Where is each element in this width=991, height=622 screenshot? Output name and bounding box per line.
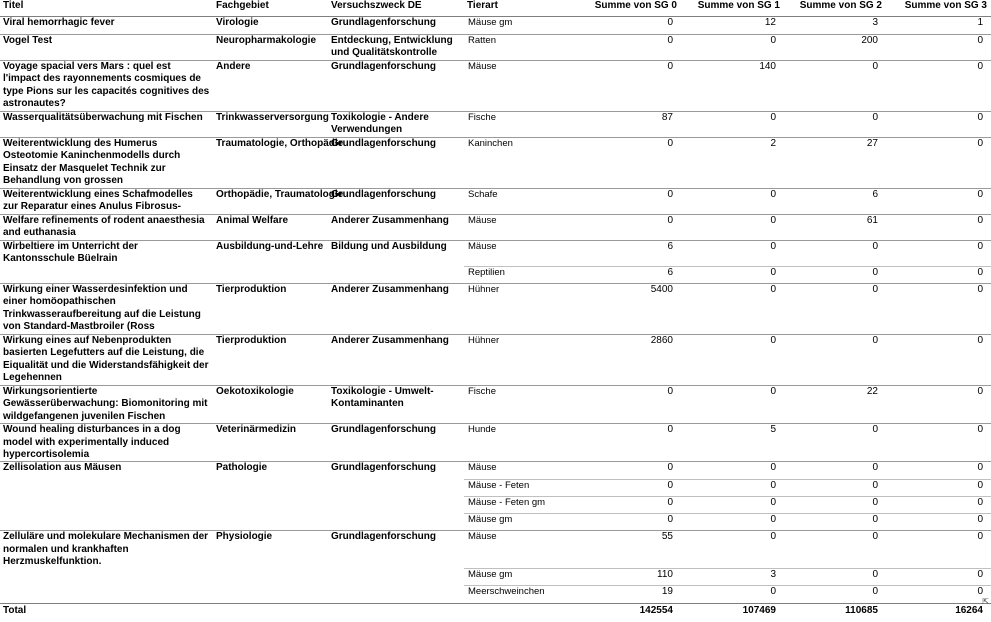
table-row xyxy=(0,462,991,480)
cell-titel[interactable] xyxy=(0,266,213,284)
header-sg2[interactable]: Summe von SG 2 xyxy=(784,0,886,17)
cell-titel[interactable] xyxy=(0,479,213,496)
cell-sg0[interactable]: 0 xyxy=(577,462,681,480)
cell-tierart xyxy=(464,603,577,622)
cell-fachgebiet[interactable] xyxy=(213,496,328,513)
cell-fachgebiet[interactable]: Ausbildung-und-Lehre xyxy=(213,241,328,267)
cell-sg1[interactable]: 0 xyxy=(681,335,784,386)
cell-sg2[interactable]: 0 xyxy=(784,335,886,386)
cell-sg3[interactable]: 0 xyxy=(886,386,991,424)
cell-sg1[interactable]: 5 xyxy=(681,424,784,462)
cell-tierart[interactable]: Ratten xyxy=(464,35,577,61)
cell-fachgebiet[interactable] xyxy=(213,266,328,284)
cell-sg2[interactable]: 22 xyxy=(784,386,886,424)
cell-sg3[interactable]: 0 xyxy=(886,531,991,569)
cell-tierart[interactable]: Mäuse xyxy=(464,462,577,480)
cell-sg3[interactable]: 0 xyxy=(886,241,991,267)
total-label: Total xyxy=(0,603,213,622)
cell-tierart[interactable]: Fische xyxy=(464,386,577,424)
cell-sg1[interactable]: 0 xyxy=(681,112,784,138)
cell-sg0[interactable]: 0 xyxy=(577,496,681,513)
cell-titel[interactable]: Weiterentwicklung eines Schafmodelles zur Reparatur eines Anulus Fibrosus- xyxy=(0,189,213,215)
cell-fachgebiet[interactable] xyxy=(213,569,328,586)
total-sg0: 142554 xyxy=(577,603,681,622)
table-row xyxy=(0,424,991,462)
cell-sg0[interactable]: 0 xyxy=(577,17,681,35)
cell-sg0[interactable]: 0 xyxy=(577,424,681,462)
table-row xyxy=(0,284,991,335)
cell-titel[interactable]: Wound healing disturbances in a dog model with experimentally induced hypercortisolemia xyxy=(0,424,213,462)
cell-sg3[interactable]: 0 xyxy=(886,61,991,112)
cell-sg2[interactable]: 0 xyxy=(784,241,886,267)
cell-sg3[interactable]: 0 xyxy=(886,479,991,496)
cell-sg0[interactable]: 6 xyxy=(577,266,681,284)
cell-versuchszweck[interactable]: Anderer Zusammenhang xyxy=(328,284,464,335)
cell-versuchszweck[interactable]: Grundlagenforschung xyxy=(328,138,464,189)
cell-titel[interactable] xyxy=(0,496,213,513)
cell-versuchszweck xyxy=(328,603,464,622)
cell-titel[interactable]: Wasserqualitätsüberwachung mit Fischen xyxy=(0,112,213,138)
cell-sg3[interactable]: 0 xyxy=(886,496,991,513)
table-row xyxy=(0,215,991,241)
header-versuchszweck[interactable]: Versuchszweck DE xyxy=(328,0,464,17)
cell-fachgebiet[interactable] xyxy=(213,479,328,496)
cell-fachgebiet[interactable]: Tierproduktion xyxy=(213,284,328,335)
total-sg3: 16264 xyxy=(886,603,991,622)
cell-sg3[interactable]: 0 xyxy=(886,462,991,480)
cell-versuchszweck[interactable]: Grundlagenforschung xyxy=(328,462,464,480)
cell-versuchszweck[interactable] xyxy=(328,513,464,531)
cell-titel[interactable]: Weiterentwicklung des Humerus Osteotomie Kaninchenmodells durch Einsatz der Masquelet Technik zur Behandlung von grossen xyxy=(0,138,213,189)
cell-sg2[interactable]: 3 xyxy=(784,17,886,35)
cell-tierart[interactable]: Hühner xyxy=(464,284,577,335)
cell-tierart[interactable]: Kaninchen xyxy=(464,138,577,189)
cell-sg1[interactable]: 3 xyxy=(681,569,784,586)
cell-sg0[interactable]: 2860 xyxy=(577,335,681,386)
cell-fachgebiet[interactable]: Virologie xyxy=(213,17,328,35)
cell-tierart[interactable]: Mäuse xyxy=(464,215,577,241)
cell-sg2[interactable]: 0 xyxy=(784,586,886,604)
cell-fachgebiet[interactable]: Traumatologie, Orthopädie xyxy=(213,138,328,189)
cell-fachgebiet[interactable]: Orthopädie, Traumatologie xyxy=(213,189,328,215)
cell-sg1[interactable]: 0 xyxy=(681,586,784,604)
cell-fachgebiet[interactable]: Physiologie xyxy=(213,531,328,569)
total-sg2: 110685 xyxy=(784,603,886,622)
cell-sg3[interactable]: 0 xyxy=(886,284,991,335)
cell-sg0[interactable]: 5400 xyxy=(577,284,681,335)
cell-versuchszweck[interactable] xyxy=(328,569,464,586)
cell-titel[interactable]: Vogel Test xyxy=(0,35,213,61)
header-titel[interactable]: Titel xyxy=(0,0,213,17)
cell-sg1[interactable]: 2 xyxy=(681,138,784,189)
cell-titel[interactable]: Zelluläre und molekulare Mechanismen der normalen und krankhaften Herzmuskelfunktion. xyxy=(0,531,213,569)
cell-fachgebiet[interactable]: Animal Welfare xyxy=(213,215,328,241)
cell-sg3[interactable]: 0 xyxy=(886,112,991,138)
table-row xyxy=(0,266,991,284)
cell-fachgebiet[interactable]: Veterinärmedizin xyxy=(213,424,328,462)
cell-tierart[interactable]: Hunde xyxy=(464,424,577,462)
cell-sg1[interactable]: 0 xyxy=(681,241,784,267)
cell-titel[interactable]: Wirkung eines auf Nebenprodukten basierten Legefutters auf die Leistung, die Eiqualität und die Widerstandsfähigkeit der Legehennen xyxy=(0,335,213,386)
cell-titel[interactable]: Wirkungsorientierte Gewässerüberwachung: Biomonitoring mit wildgefangenen juvenilen Fischen xyxy=(0,386,213,424)
cell-sg0[interactable]: 0 xyxy=(577,138,681,189)
cell-sg0[interactable]: 55 xyxy=(577,531,681,569)
total-row xyxy=(0,603,991,622)
cell-fachgebiet xyxy=(213,603,328,622)
cell-tierart[interactable]: Mäuse xyxy=(464,61,577,112)
cell-tierart[interactable]: Mäuse gm xyxy=(464,513,577,531)
cell-tierart[interactable]: Mäuse gm xyxy=(464,569,577,586)
cell-sg1[interactable]: 0 xyxy=(681,496,784,513)
cell-fachgebiet[interactable]: Trinkwasserversorgung xyxy=(213,112,328,138)
cell-titel[interactable]: Wirbeltiere im Unterricht der Kantonsschule Büelrain xyxy=(0,241,213,267)
table-row xyxy=(0,479,991,496)
cell-versuchszweck[interactable] xyxy=(328,479,464,496)
cell-versuchszweck[interactable] xyxy=(328,586,464,604)
cell-sg0[interactable]: 0 xyxy=(577,61,681,112)
cell-sg2[interactable]: 27 xyxy=(784,138,886,189)
table-row xyxy=(0,569,991,586)
cell-titel[interactable]: Voyage spacial vers Mars : quel est l'impact des rayonnements cosmiques de type Pions sur les capacités cognitives des astronautes? xyxy=(0,61,213,112)
cell-fachgebiet[interactable]: Andere xyxy=(213,61,328,112)
header-sg3[interactable]: Summe von SG 3 xyxy=(886,0,991,17)
cell-sg1[interactable]: 0 xyxy=(681,386,784,424)
cell-sg1[interactable]: 0 xyxy=(681,284,784,335)
table-row xyxy=(0,513,991,531)
cell-sg1[interactable]: 0 xyxy=(681,531,784,569)
cell-fachgebiet[interactable]: Tierproduktion xyxy=(213,335,328,386)
cell-sg0[interactable]: 0 xyxy=(577,189,681,215)
table-row xyxy=(0,35,991,61)
cell-sg2[interactable]: 0 xyxy=(784,462,886,480)
cell-versuchszweck[interactable]: Grundlagenforschung xyxy=(328,61,464,112)
cell-sg1[interactable]: 0 xyxy=(681,513,784,531)
cell-sg3[interactable]: 0 xyxy=(886,513,991,531)
cell-versuchszweck[interactable] xyxy=(328,496,464,513)
cell-versuchszweck[interactable]: Toxikologie - Umwelt-Kontaminanten xyxy=(328,386,464,424)
cell-titel[interactable]: Viral hemorrhagic fever xyxy=(0,17,213,35)
table-row xyxy=(0,335,991,386)
table-row xyxy=(0,586,991,604)
cell-sg0[interactable]: 0 xyxy=(577,479,681,496)
header-sg1[interactable]: Summe von SG 1 xyxy=(681,0,784,17)
cell-tierart[interactable]: Hühner xyxy=(464,335,577,386)
table-row xyxy=(0,112,991,138)
table-row xyxy=(0,189,991,215)
cell-tierart[interactable]: Mäuse xyxy=(464,241,577,267)
cell-sg2[interactable]: 0 xyxy=(784,61,886,112)
table-row xyxy=(0,61,991,112)
cell-versuchszweck[interactable]: Anderer Zusammenhang xyxy=(328,215,464,241)
cell-sg1[interactable]: 140 xyxy=(681,61,784,112)
cell-sg3[interactable]: 0 xyxy=(886,189,991,215)
cell-tierart[interactable]: Reptilien xyxy=(464,266,577,284)
cell-fachgebiet[interactable]: Pathologie xyxy=(213,462,328,480)
cell-sg2[interactable]: 0 xyxy=(784,569,886,586)
cell-sg1[interactable]: 0 xyxy=(681,189,784,215)
table-row xyxy=(0,386,991,424)
cell-sg0[interactable]: 0 xyxy=(577,215,681,241)
cell-sg3[interactable]: 0 xyxy=(886,35,991,61)
cell-sg1[interactable]: 0 xyxy=(681,266,784,284)
cell-sg0[interactable]: 0 xyxy=(577,35,681,61)
cell-versuchszweck[interactable]: Entdeckung, Entwicklung und Qualitätskontrolle xyxy=(328,35,464,61)
cell-versuchszweck[interactable]: Bildung und Ausbildung xyxy=(328,241,464,267)
cell-fachgebiet[interactable]: Neuropharmakologie xyxy=(213,35,328,61)
cell-sg3[interactable]: 0 xyxy=(886,138,991,189)
cell-tierart[interactable]: Fische xyxy=(464,112,577,138)
table-row xyxy=(0,496,991,513)
cell-versuchszweck[interactable]: Grundlagenforschung xyxy=(328,17,464,35)
cell-tierart[interactable]: Schafe xyxy=(464,189,577,215)
cell-sg2[interactable]: 200 xyxy=(784,35,886,61)
cell-sg3[interactable]: 0 xyxy=(886,424,991,462)
cell-titel[interactable]: Wirkung einer Wasserdesinfektion und einer homöopathischen Trinkwasseraufbereitung auf die Leistung von Standard-Mastbroiler (Ross xyxy=(0,284,213,335)
cell-sg1[interactable]: 0 xyxy=(681,479,784,496)
cell-titel[interactable] xyxy=(0,586,213,604)
table-row xyxy=(0,138,991,189)
cell-sg0[interactable]: 0 xyxy=(577,513,681,531)
cell-fachgebiet[interactable] xyxy=(213,513,328,531)
header-sg0[interactable]: Summe von SG 0 xyxy=(577,0,681,17)
cell-versuchszweck[interactable]: Grundlagenforschung xyxy=(328,531,464,569)
cell-sg1[interactable]: 0 xyxy=(681,215,784,241)
cell-sg0[interactable]: 110 xyxy=(577,569,681,586)
cell-sg2[interactable]: 0 xyxy=(784,266,886,284)
cell-sg3[interactable]: 0 xyxy=(886,586,991,604)
cell-sg0[interactable]: 0 xyxy=(577,386,681,424)
cell-sg1[interactable]: 12 xyxy=(681,17,784,35)
cell-sg3[interactable]: 1 xyxy=(886,17,991,35)
cell-sg2[interactable]: 0 xyxy=(784,531,886,569)
cell-titel[interactable] xyxy=(0,569,213,586)
total-sg1: 107469 xyxy=(681,603,784,622)
cell-titel[interactable]: Zellisolation aus Mäusen xyxy=(0,462,213,480)
cell-sg1[interactable]: 0 xyxy=(681,462,784,480)
cell-sg2[interactable]: 0 xyxy=(784,496,886,513)
cell-sg0[interactable]: 87 xyxy=(577,112,681,138)
cell-fachgebiet[interactable] xyxy=(213,586,328,604)
header-fachgebiet[interactable]: Fachgebiet xyxy=(213,0,328,17)
header-row xyxy=(0,0,991,17)
cell-sg0[interactable]: 6 xyxy=(577,241,681,267)
table-row xyxy=(0,17,991,35)
cell-titel[interactable]: Welfare refinements of rodent anaesthesia and euthanasia xyxy=(0,215,213,241)
cell-tierart[interactable]: Mäuse gm xyxy=(464,17,577,35)
header-tierart[interactable]: Tierart xyxy=(464,0,577,17)
cell-sg2[interactable]: 6 xyxy=(784,189,886,215)
cell-sg1[interactable]: 0 xyxy=(681,35,784,61)
cell-sg2[interactable]: 0 xyxy=(784,424,886,462)
cell-sg2[interactable]: 61 xyxy=(784,215,886,241)
cell-tierart[interactable]: Mäuse - Feten gm xyxy=(464,496,577,513)
cell-tierart[interactable]: Mäuse - Feten xyxy=(464,479,577,496)
cell-versuchszweck[interactable]: Toxikologie - Andere Verwendungen xyxy=(328,112,464,138)
resize-grip-icon[interactable]: ⇱ xyxy=(982,597,989,606)
cell-versuchszweck[interactable]: Grundlagenforschung xyxy=(328,424,464,462)
cell-versuchszweck[interactable]: Grundlagenforschung xyxy=(328,189,464,215)
cell-tierart[interactable]: Meerschweinchen xyxy=(464,586,577,604)
cell-versuchszweck[interactable] xyxy=(328,266,464,284)
cell-sg3[interactable]: 0 xyxy=(886,266,991,284)
cell-versuchszweck[interactable]: Anderer Zusammenhang xyxy=(328,335,464,386)
table-row xyxy=(0,241,991,267)
cell-sg3[interactable]: 0 xyxy=(886,215,991,241)
cell-titel[interactable] xyxy=(0,513,213,531)
cell-sg3[interactable]: 0 xyxy=(886,569,991,586)
cell-fachgebiet[interactable]: Oekotoxikologie xyxy=(213,386,328,424)
cell-sg0[interactable]: 19 xyxy=(577,586,681,604)
cell-sg2[interactable]: 0 xyxy=(784,513,886,531)
cell-tierart[interactable]: Mäuse xyxy=(464,531,577,569)
cell-sg2[interactable]: 0 xyxy=(784,479,886,496)
cell-sg2[interactable]: 0 xyxy=(784,112,886,138)
table-row xyxy=(0,531,991,569)
cell-sg3[interactable]: 0 xyxy=(886,335,991,386)
cell-sg2[interactable]: 0 xyxy=(784,284,886,335)
